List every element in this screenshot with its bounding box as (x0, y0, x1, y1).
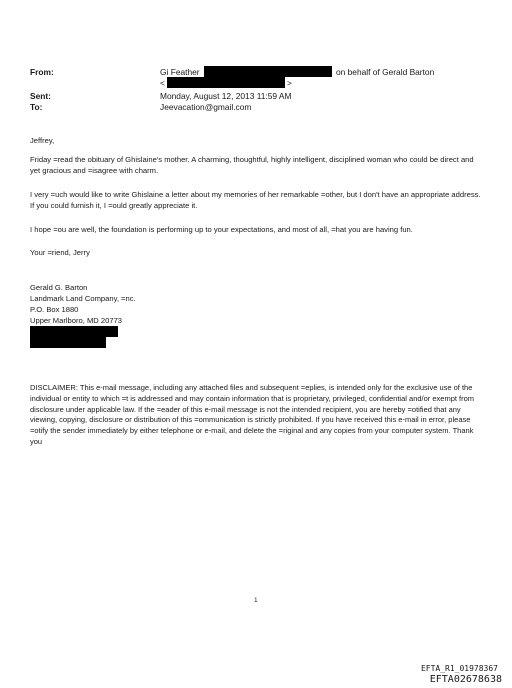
from-label: From: (30, 67, 54, 77)
footer-id-1: EFTA_R1_01978367 (420, 664, 498, 673)
paragraph-2: I very =uch would like to write Ghislaine a letter about my memories of her remarkable =other, but I don't have an appropriate address. If you could furnish it, I =ould greatly appreciate it. (30, 190, 481, 210)
page-number: 1 (254, 597, 258, 604)
sent-label: Sent: (30, 91, 51, 101)
redaction-from-address (167, 77, 285, 88)
from-behalf: on behalf of Gerald Barton (336, 67, 435, 77)
signature-name: Gerald G. Barton (30, 283, 88, 292)
disclaimer: DISCLAIMER: This e-mail message, including any attached files and subsequent =eplies, is intended only for the exclusive use of the individual or entity to which =t is addressed and may contain information that is proprietary, privileged, confidential and/or exempt from disclosure under applicable law. If the =eader of this e-mail message is not the intended recipient, you are hereby =otified that any viewing, copying, disclosure or distribution of this =ommunication is strictly prohibited. If you have received this e-mail in error, please =otify the sender immediately by either telephone or e-mail, and delete the =riginal and any copies from your computer system. Thank you (30, 383, 475, 446)
signature-city: Upper Marlboro, MD 20773 (30, 316, 123, 325)
greeting: Jeffrey, (30, 136, 55, 145)
sent-value: Monday, August 12, 2013 11:59 AM (160, 91, 292, 101)
from-name: Gi Feather (160, 67, 200, 77)
from-bracket-close: > (287, 78, 292, 88)
footer-id-2: EFTA02678638 (429, 674, 502, 685)
redaction-from-email (204, 66, 332, 77)
signature-company: Landmark Land Company, =nc. (30, 294, 136, 303)
to-label: To: (30, 102, 43, 112)
to-value: Jeevacation@gmail.com (160, 102, 252, 112)
closing: Your =riend, Jerry (30, 248, 90, 257)
signature-po-box: P.O. Box 1880 (30, 305, 79, 314)
redaction-signature-line-2 (30, 337, 106, 348)
redaction-signature-line-1 (30, 326, 118, 337)
paragraph-3: I hope =ou are well, the foundation is performing up to your expectations, and most of all, =hat you are having fun. (30, 225, 413, 234)
paragraph-1: Friday =read the obituary of Ghislaine's mother. A charming, thoughtful, highly intelligent, disciplined woman who could be direct and yet gracious and =isagree with charm. (30, 155, 474, 175)
from-bracket-open: < (160, 78, 165, 88)
